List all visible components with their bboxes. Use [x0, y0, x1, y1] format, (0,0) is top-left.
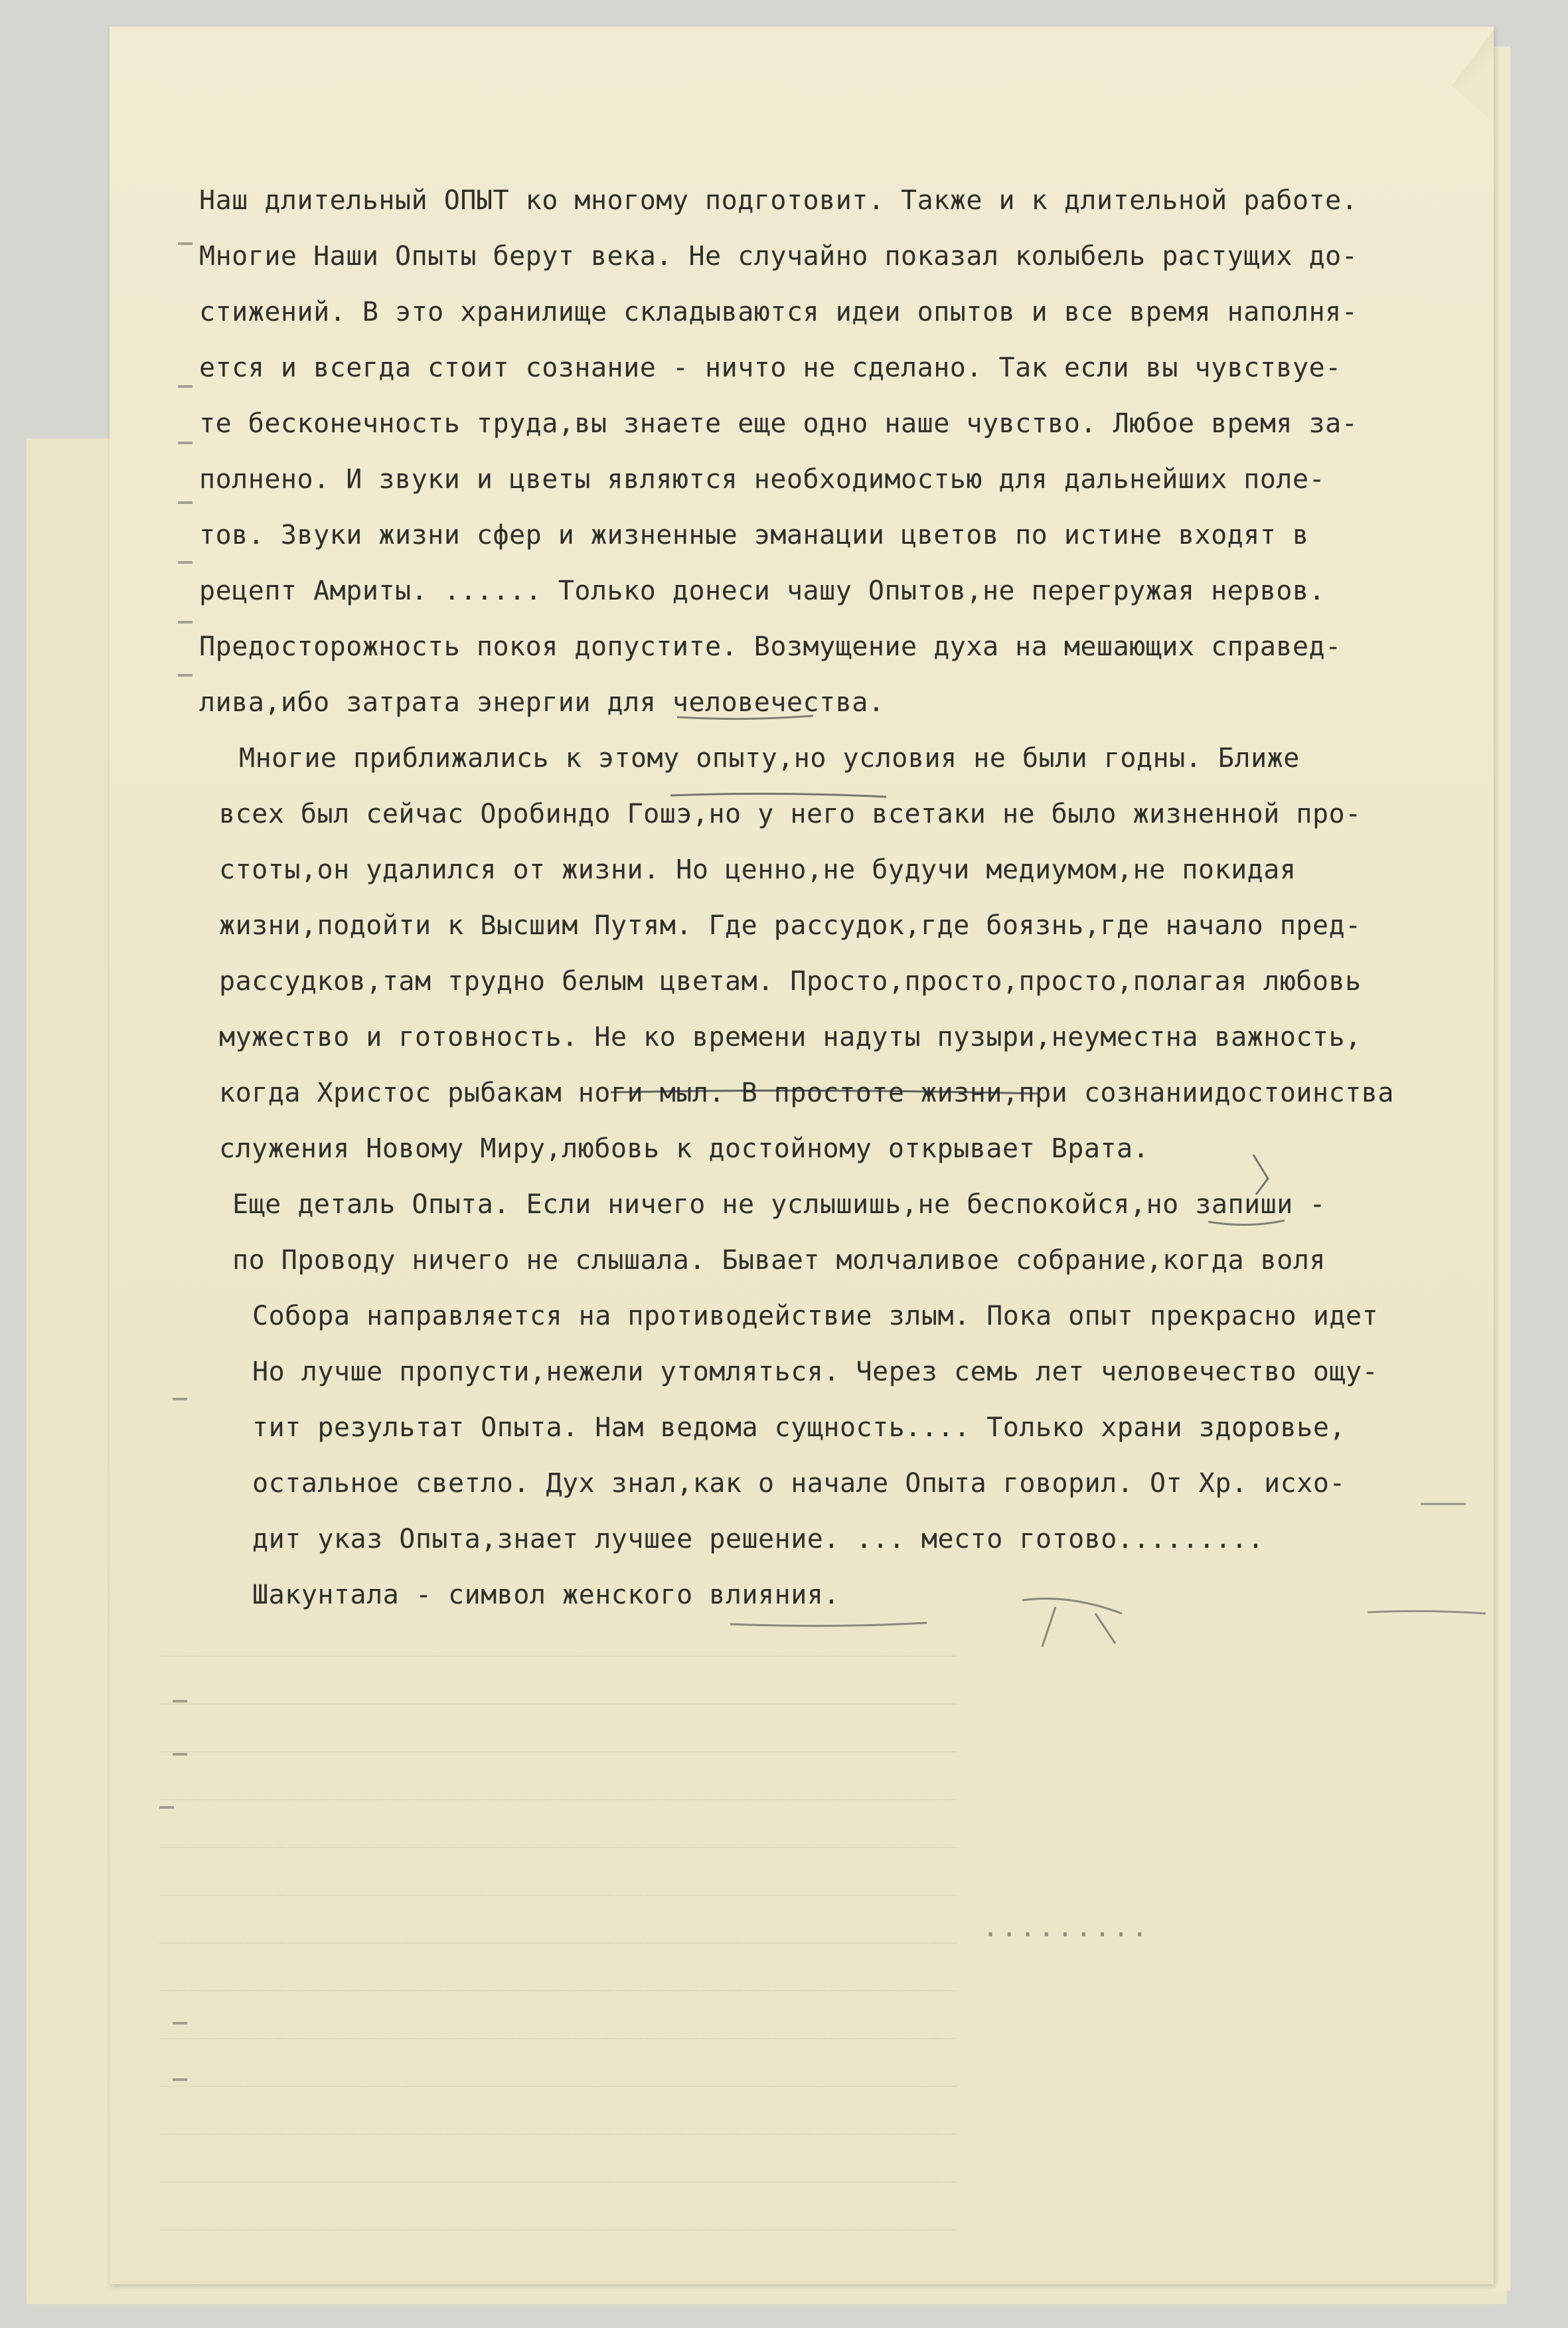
- margin-mark: [173, 1700, 187, 1703]
- bleed-through-text: ________________________________________________________ ________________________________________________________ ________________________________________________________ ________________________________________________________ ________________________________________________________ ________________________________________________________ ________________________________________________________ ________________________________________________________ ________________________________________________________ ________________________________________________________ ________________________________________________________ ________________________________________________________ ________________________________________________________: [159, 1631, 958, 2231]
- correction-mark: [1016, 1594, 1129, 1653]
- underline-mark: [1208, 1215, 1288, 1228]
- text-line: рецепт Амриты. ...... Только донеси чашу Опытов,не перегружая нервов.: [199, 576, 1326, 606]
- margin-mark: [178, 242, 193, 245]
- text-line: стижений. В это хранилище складываются идеи опытов и все время наполня-: [199, 297, 1358, 327]
- margin-mark: [178, 385, 193, 388]
- text-line: Предосторожность покоя допустите. Возмущение духа на мешающих справед-: [199, 631, 1342, 662]
- text-line: рассудков,там трудно белым цветам. Просто,просто,просто,полагая любовь: [219, 966, 1362, 997]
- text-line: полнено. И звуки и цветы являются необходимостью для дальнейших поле-: [199, 464, 1326, 495]
- text-line: всех был сейчас Оробиндо Гошэ,но у него всетаки не было жизненной про-: [219, 799, 1362, 829]
- text-line: по Проводу ничего не слышала. Бывает молчаливое собрание,когда воля: [232, 1245, 1326, 1276]
- underline-mark: [677, 712, 817, 722]
- text-line: тит результат Опыта. Нам ведома сущность.... Только храни здоровье,: [252, 1412, 1346, 1443]
- text-line: те бесконечность труда,вы знаете еще одно наше чувство. Любое время за-: [199, 408, 1358, 439]
- underline-mark: [670, 790, 890, 801]
- text-line: остальное светло. Дух знал,как о начале Опыта говорил. От Хр. исхо-: [252, 1468, 1346, 1499]
- text-line: служения Новому Миру,любовь к достойному открывает Врата.: [219, 1133, 1150, 1164]
- margin-mark: [159, 1806, 174, 1809]
- margin-mark: [173, 1753, 187, 1756]
- underline-mark: [730, 1620, 929, 1628]
- margin-mark: [178, 621, 193, 624]
- text-line: дит указ Опыта,знает лучшее решение. ... место готово.........: [252, 1524, 1265, 1554]
- margin-mark: [178, 561, 193, 564]
- margin-mark: [178, 501, 193, 504]
- text-line: мужество и готовность. Не ко времени надуты пузыри,неуместна важность,: [219, 1022, 1362, 1052]
- text-line: жизни,подойти к Высшим Путям. Где рассудок,где боязнь,где начало пред-: [219, 910, 1362, 941]
- margin-mark: [173, 2022, 187, 2025]
- text-line: Многие приближались к этому опыту,но условия не были годны. Ближе: [239, 743, 1300, 774]
- text-line: Наш длительный ОПЫТ ко многому подготовит. Также и к длительной работе.: [199, 185, 1358, 216]
- text-line: Но лучше пропусти,нежели утомляться. Через семь лет человечество ощу-: [252, 1357, 1379, 1387]
- margin-mark: [178, 674, 193, 677]
- bleed-through-dots: .........: [982, 1912, 1150, 1943]
- text-line: когда Христос рыбакам ноги мыл. В простоте жизни,при сознаниидостоинства: [219, 1078, 1394, 1108]
- text-line: Многие Наши Опыты берут века. Не случайно показал колыбель растущих до-: [199, 241, 1358, 272]
- insertion-mark: [1248, 1152, 1281, 1199]
- text-line: ется и всегда стоит сознание - ничто не сделано. Так если вы чувствуе-: [199, 353, 1342, 383]
- text-line: Собора направляется на противодействие злым. Пока опыт прекрасно идет: [252, 1301, 1379, 1331]
- margin-mark: [178, 442, 193, 444]
- text-line: Шакунтала - символ женского влияния.: [252, 1580, 840, 1610]
- margin-line-mark: [1368, 1607, 1487, 1616]
- margin-line-mark: [1421, 1501, 1467, 1507]
- strikethrough-mark: [611, 1086, 1042, 1099]
- margin-mark: [173, 1398, 187, 1400]
- margin-mark: [173, 2078, 187, 2081]
- text-line: Еще деталь Опыта. Если ничего не услышишь,не беспокойся,но запиши -: [232, 1189, 1326, 1220]
- text-line: стоты,он удалился от жизни. Но ценно,не будучи медиумом,не покидая: [219, 855, 1296, 885]
- text-line: тов. Звуки жизни сфер и жизненные эманации цветов по истине входят в: [199, 520, 1309, 550]
- text-line: лива,ибо затрата энергии для человечества.: [199, 687, 885, 718]
- typewritten-text: [199, 173, 1474, 1623]
